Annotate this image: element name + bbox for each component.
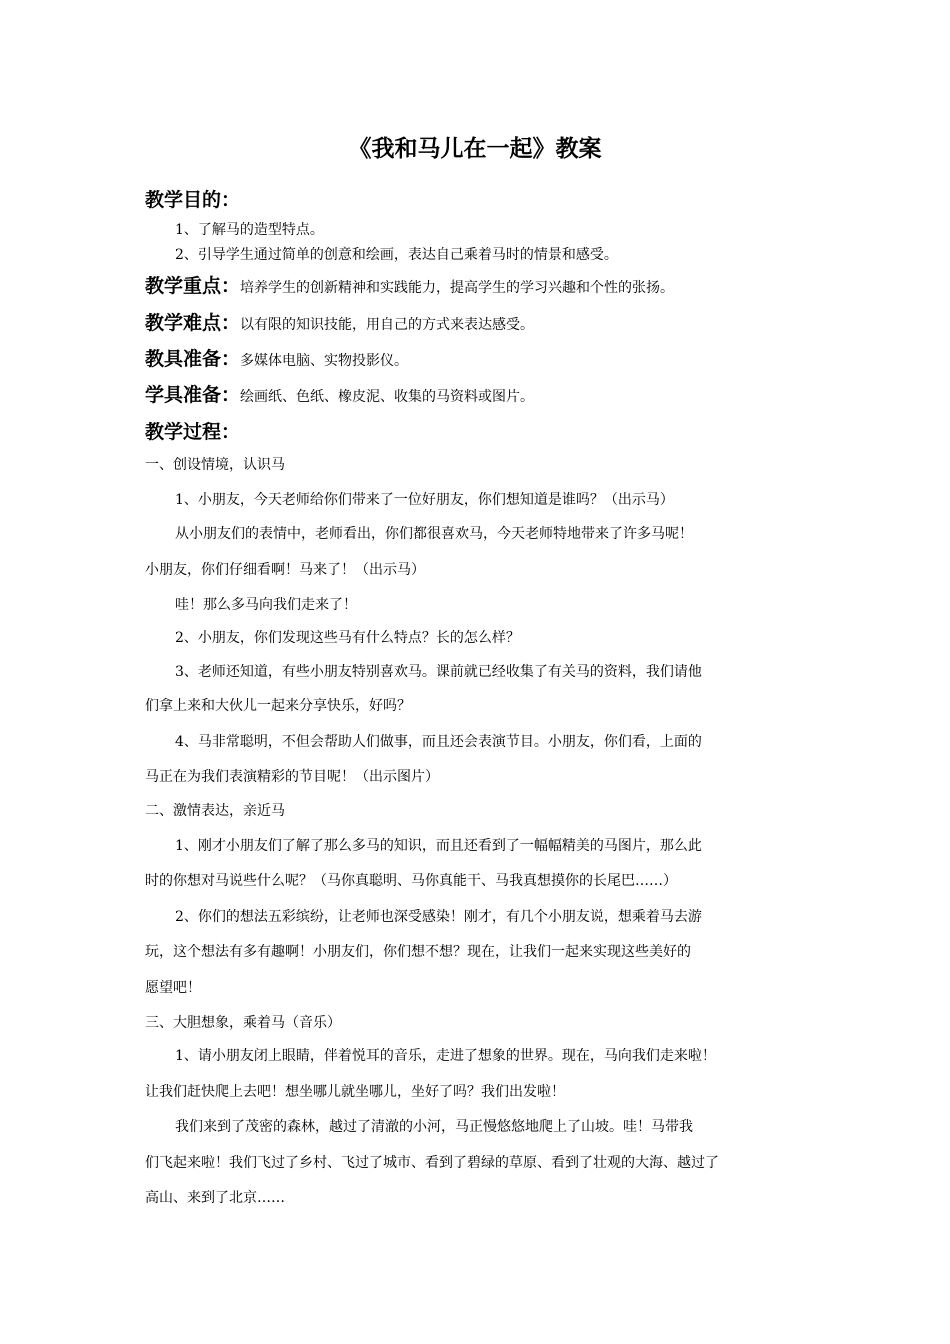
section-1-paragraph: 3、老师还知道，有些小朋友特别喜欢马。课前就已经收集了有关马的资料，我们请他 xyxy=(175,664,702,680)
section-3-paragraph: 我们来到了茂密的森林，越过了清澈的小河，马正慢悠悠地爬上了山坡。哇！马带我 xyxy=(175,1119,693,1135)
key-points-heading: 教学重点： xyxy=(145,275,241,297)
section-1-paragraph-cont: 马正在为我们表演精彩的节目呢！（出示图片） xyxy=(145,769,439,785)
section-1-paragraph-cont: 小朋友，你们仔细看啊！马来了！（出示马） xyxy=(145,562,425,578)
section-2-title: 二、激情表达，亲近马 xyxy=(145,803,285,819)
student-tools-text: 绘画纸、色纸、橡皮泥、收集的马资料或图片。 xyxy=(240,389,535,405)
student-tools-heading: 学具准备： xyxy=(145,384,241,406)
student-tools-row xyxy=(145,383,820,409)
teacher-tools-row xyxy=(145,347,820,373)
difficulties-heading: 教学难点： xyxy=(145,312,241,334)
section-1-paragraph: 2、小朋友，你们发现这些马有什么特点？长的怎么样？ xyxy=(175,630,520,646)
teacher-tools-text: 多媒体电脑、实物投影仪。 xyxy=(240,353,409,369)
section-1-paragraph: 哇！那么多马向我们走来了！ xyxy=(175,597,357,613)
section-2-paragraph-cont: 玩，这个想法有多有趣啊！小朋友们，你们想不想？现在，让我们一起来实现这些美好的 xyxy=(145,944,691,960)
section-2-paragraph-cont: 愿望吧！ xyxy=(145,980,201,996)
section-3-title: 三、大胆想象，乘着马（音乐） xyxy=(145,1015,341,1031)
objectives-heading: 教学目的： xyxy=(145,189,241,211)
document-title: 《我和马儿在一起》教案 xyxy=(348,136,602,162)
objective-item-2: 2、引导学生通过简单的创意和绘画，表达自己乘着马时的情景和感受。 xyxy=(175,247,618,263)
section-3-paragraph-cont: 高山、来到了北京…… xyxy=(145,1190,285,1206)
difficulties-row xyxy=(145,311,820,337)
objective-item-1: 1、了解马的造型特点。 xyxy=(175,222,324,238)
section-2-paragraph: 2、你们的想法五彩缤纷，让老师也深受感染！刚才，有几个小朋友说，想乘着马去游 xyxy=(175,909,702,925)
section-1-paragraph: 4、马非常聪明，不但会帮助人们做事，而且还会表演节目。小朋友，你们看，上面的 xyxy=(175,734,702,750)
section-2-paragraph: 1、刚才小朋友们了解了那么多马的知识，而且还看到了一幅幅精美的马图片，那么此 xyxy=(175,838,702,854)
key-points-text: 培养学生的创新精神和实践能力，提高学生的学习兴趣和个性的张扬。 xyxy=(240,280,675,296)
difficulties-text: 以有限的知识技能，用自己的方式来表达感受。 xyxy=(240,317,535,333)
section-1-paragraph: 1、小朋友，今天老师给你们带来了一位好朋友，你们想知道是谁吗？（出示马） xyxy=(175,492,674,508)
section-1-paragraph: 从小朋友们的表情中，老师看出，你们都很喜欢马，今天老师特地带来了许多马呢！ xyxy=(175,526,693,542)
section-3-paragraph-cont: 让我们赶快爬上去吧！想坐哪儿就坐哪儿，坐好了吗？我们出发啦！ xyxy=(145,1084,565,1100)
process-heading: 教学过程： xyxy=(145,421,241,443)
section-3-paragraph-cont: 们飞起来啦！我们飞过了乡村、飞过了城市、看到了碧绿的草原、看到了壮观的大海、越过了 xyxy=(145,1155,719,1171)
section-1-title: 一、创设情境，认识马 xyxy=(145,457,285,473)
section-3-paragraph: 1、请小朋友闭上眼睛，伴着悦耳的音乐，走进了想象的世界。现在，马向我们走来啦！ xyxy=(175,1048,716,1064)
section-1-paragraph-cont: 们拿上来和大伙儿一起来分享快乐，好吗？ xyxy=(145,698,411,714)
key-points-row xyxy=(145,274,820,300)
teacher-tools-heading: 教具准备： xyxy=(145,348,241,370)
section-2-paragraph-cont: 时的你想对马说些什么呢？（马你真聪明、马你真能干、马我真想摸你的长尾巴……） xyxy=(145,873,677,889)
